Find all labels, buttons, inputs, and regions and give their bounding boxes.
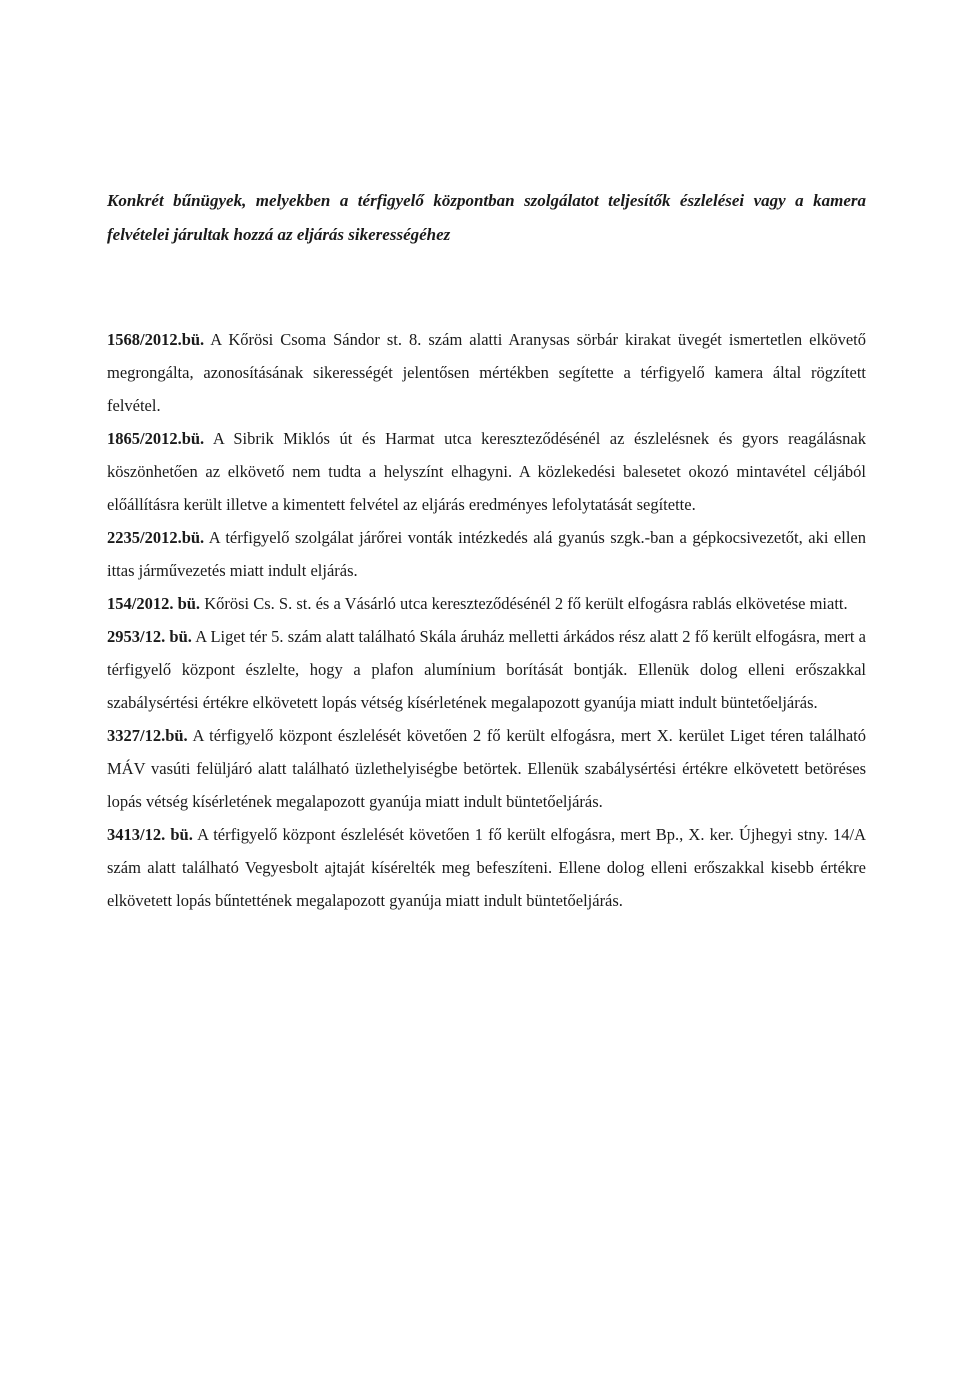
case-number: 2235/2012.bü.: [107, 528, 205, 547]
case-list: [107, 323, 866, 917]
case-entry: [107, 521, 866, 587]
case-entry: [107, 587, 866, 620]
case-entry: [107, 422, 866, 521]
case-text: Kőrösi Cs. S. st. és a Vásárló utca kereszteződésénél 2 fő került elfogásra rablás elkövetése miatt.: [204, 594, 848, 613]
case-number: 1568/2012.bü.: [107, 330, 205, 349]
case-text: A térfigyelő központ észlelését követően 2 fő került elfogásra, mert X. kerület Liget téren található MÁV vasúti felüljáró alatt található üzlethelyiségbe betörtek. Ellenük szabálysértési értékre elkövetett betöréses lopás vétség kísérletének megalapozott gyanúja miatt indult büntetőeljárás.: [107, 726, 866, 811]
case-text: A térfigyelő szolgálat járőrei vonták intézkedés alá gyanús szgk.-ban a gépkocsivezetőt, aki ellen ittas járművezetés miatt indult eljárás.: [107, 528, 866, 580]
document-heading: Konkrét bűnügyek, melyekben a térfigyelő központban szolgálatot teljesítők észlelései vagy a kamera felvételei járultak hozzá az eljárás sikerességéhez: [107, 191, 866, 244]
case-entry: [107, 719, 866, 818]
case-text: A Liget tér 5. szám alatt található Skála áruház melletti árkádos rész alatt 2 fő került elfogásra, mert a térfigyelő központ észlelte, hogy a plafon alumínium borítását bontják. Ellenük dolog elleni erőszakkal szabálysértési értékre elkövetett lopás vétség kísérletének megalapozott gyanúja miatt indult büntetőeljárás.: [107, 627, 867, 712]
case-text: A Kőrösi Csoma Sándor st. 8. szám alatti Aranysas sörbár kirakat üvegét ismertetlen elkövető megrongálta, azonosításának sikerességét jelentősen mértékben segítette a térfigyelő kamera által rögzített felvétel.: [107, 330, 866, 415]
case-number: 2953/12. bü.: [107, 627, 192, 646]
case-number: 1865/2012.bü.: [107, 429, 205, 448]
case-text: A Sibrik Miklós út és Harmat utca kereszteződésénél az észlelésnek és gyors reagálásnak köszönhetően az elkövető nem tudta a helyszínt elhagyni. A közlekedési balesetet okozó mintavétel céljából előállításra került illetve a kimentett felvétel az eljárás eredményes lefolytatását segítette.: [107, 429, 866, 514]
case-entry: [107, 620, 866, 719]
case-number: 154/2012. bü.: [107, 594, 201, 613]
case-entry: [107, 818, 866, 917]
case-entry: [107, 323, 866, 422]
document-page: [107, 184, 866, 917]
case-number: 3413/12. bü.: [107, 825, 193, 844]
case-text: A térfigyelő központ észlelését követően 1 fő került elfogásra, mert Bp., X. ker. Újhegyi stny. 14/A szám alatt található Vegyesbolt ajtaját kísérelték meg befeszíteni. Ellene dolog elleni erőszakkal kisebb értékre elkövetett lopás bűntettének megalapozott gyanúja miatt indult büntetőeljárás.: [107, 825, 866, 910]
case-number: 3327/12.bü.: [107, 726, 188, 745]
